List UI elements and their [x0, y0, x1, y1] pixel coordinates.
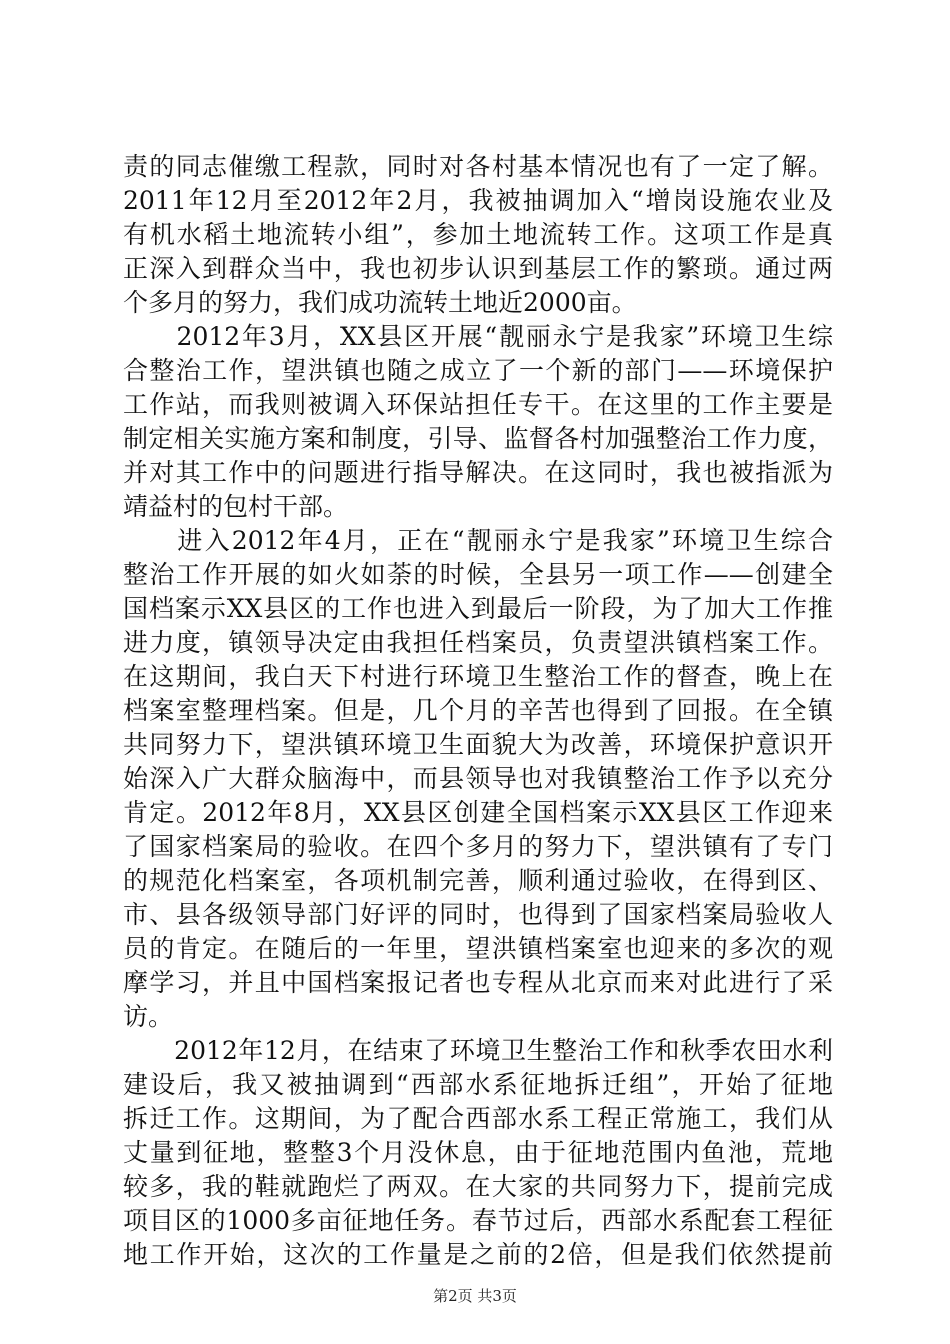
text-line: 整治工作开展的如火如荼的时候，全县另一项工作——创建全 — [123, 560, 833, 589]
paragraph-3 — [123, 524, 833, 1034]
text-line: 靖益村的包村干部。 — [123, 492, 349, 521]
text-line: 2012年12月，在结束了环境卫生整治工作和秋季农田水利 — [123, 1036, 833, 1065]
text-line: 2011年12月至2012年2月，我被抽调加入“增岗设施农业及 — [123, 186, 833, 215]
text-line: 进力度，镇领导决定由我担任档案员，负责望洪镇档案工作。 — [123, 628, 833, 657]
page-number: 第2页 共3页 — [433, 1287, 517, 1305]
text-line: 市、县各级领导部门好评的同时，也得到了国家档案局验收人 — [123, 900, 833, 929]
text-line: 拆迁工作。这期间，为了配合西部水系工程正常施工，我们从 — [123, 1104, 833, 1133]
text-line: 员的肯定。在随后的一年里，望洪镇档案室也迎来的多次的观 — [123, 934, 833, 963]
text-line: 建设后，我又被抽调到“西部水系征地拆迁组”，开始了征地 — [123, 1070, 833, 1099]
text-line: 肯定。2012年8月，XX县区创建全国档案示XX县区工作迎来 — [123, 798, 833, 827]
text-line: 始深入广大群众脑海中，而县领导也对我镇整治工作予以充分 — [123, 764, 833, 793]
text-line: 档案室整理档案。但是，几个月的辛苦也得到了回报。在全镇 — [123, 696, 833, 725]
text-line: 责的同志催缴工程款，同时对各村基本情况也有了一定了解。 — [123, 152, 833, 181]
paragraph-2 — [123, 320, 833, 524]
text-line: 工作站，而我则被调入环保站担任专干。在这里的工作主要是 — [123, 390, 833, 419]
text-line: 个多月的努力，我们成功流转土地近2000亩。 — [123, 288, 637, 317]
text-line: 丈量到征地，整整3个月没休息，由于征地范围内鱼池，荒地 — [123, 1138, 833, 1167]
text-line: 正深入到群众当中，我也初步认识到基层工作的繁琐。通过两 — [123, 254, 833, 283]
text-line: 2012年3月，XX县区开展“靓丽永宁是我家”环境卫生综 — [123, 322, 833, 351]
text-line: 有机水稻土地流转小组”，参加土地流转工作。这项工作是真 — [123, 220, 833, 249]
paragraph-4 — [123, 1034, 833, 1272]
text-line: 并对其工作中的问题进行指导解决。在这同时，我也被指派为 — [123, 458, 833, 487]
text-line: 制定相关实施方案和制度，引导、监督各村加强整治工作力度， — [123, 424, 833, 453]
text-line: 共同努力下，望洪镇环境卫生面貌大为改善，环境保护意识开 — [123, 730, 833, 759]
page-footer — [0, 1285, 950, 1306]
text-line: 国档案示XX县区的工作也进入到最后一阶段，为了加大工作推 — [123, 594, 833, 623]
text-line: 在这期间，我白天下村进行环境卫生整治工作的督查，晚上在 — [123, 662, 833, 691]
text-line: 地工作开始，这次的工作量是之前的2倍，但是我们依然提前 — [123, 1240, 833, 1269]
document-body — [123, 150, 833, 1272]
text-line: 的规范化档案室，各项机制完善，顺利通过验收，在得到区、 — [123, 866, 833, 895]
text-line: 项目区的1000多亩征地任务。春节过后，西部水系配套工程征 — [123, 1206, 833, 1235]
paragraph-1 — [123, 150, 833, 320]
text-line: 较多，我的鞋就跑烂了两双。在大家的共同努力下，提前完成 — [123, 1172, 833, 1201]
text-line: 摩学习，并且中国档案报记者也专程从北京而来对此进行了采 — [123, 968, 833, 997]
text-line: 进入2012年4月，正在“靓丽永宁是我家”环境卫生综合 — [123, 526, 833, 555]
text-line: 了国家档案局的验收。在四个多月的努力下，望洪镇有了专门 — [123, 832, 833, 861]
text-line: 访。 — [123, 1002, 174, 1031]
text-line: 合整治工作，望洪镇也随之成立了一个新的部门——环境保护 — [123, 356, 833, 385]
